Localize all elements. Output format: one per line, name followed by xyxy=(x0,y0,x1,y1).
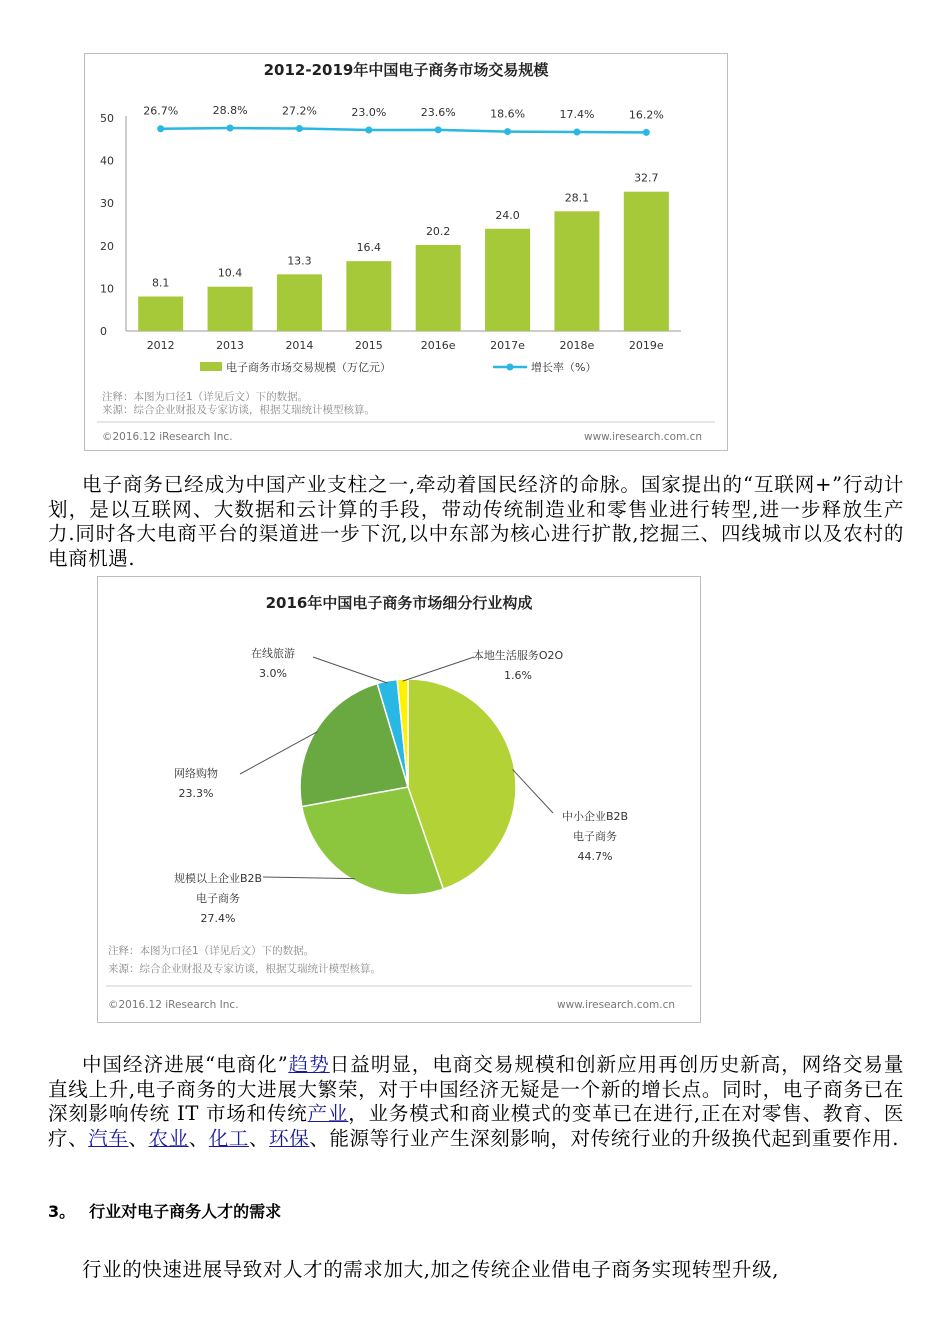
pie-slice-label: 规模以上企业B2B xyxy=(173,872,263,885)
bar-value-label: 16.4 xyxy=(356,241,382,255)
para2-sep-1: 、 xyxy=(128,1126,149,1150)
bar xyxy=(624,192,669,331)
section-title: 行业对电子商务人才的需求 xyxy=(89,1202,282,1221)
para2-sep-2: 、 xyxy=(188,1126,209,1150)
chart2-copyright: ©2016.12 iResearch Inc. xyxy=(108,999,239,1011)
y-tick-label: 0 xyxy=(100,325,107,338)
link-trend[interactable]: 趋势 xyxy=(288,1053,330,1076)
pie-slice-percent: 27.4% xyxy=(200,912,236,925)
bar-value-label: 10.4 xyxy=(217,266,243,280)
growth-rate-label: 27.2% xyxy=(281,104,317,118)
paragraph-ecommerce-trend xyxy=(48,1053,904,1151)
growth-rate-label: 17.4% xyxy=(559,107,595,121)
bar xyxy=(138,296,183,331)
y-tick-label: 30 xyxy=(100,197,114,211)
link-environment[interactable]: 环保 xyxy=(269,1126,310,1150)
pie-leader-line xyxy=(403,657,474,681)
pie-slice-percent: 3.0% xyxy=(259,667,287,680)
x-tick-label: 2018e xyxy=(559,339,595,352)
growth-rate-point xyxy=(365,127,372,134)
growth-rate-label: 16.2% xyxy=(628,108,664,122)
pie-slice-label: 电子商务 xyxy=(573,830,617,843)
x-tick-label: 2016e xyxy=(420,339,456,352)
market-scale-figure xyxy=(84,53,728,451)
chart1-source: 来源：综合企业财报及专家访谈，根据艾瑞统计模型核算。 xyxy=(102,404,375,416)
growth-rate-label: 28.8% xyxy=(212,104,248,117)
link-agriculture[interactable]: 农业 xyxy=(148,1126,189,1150)
paragraph-ecommerce-pillar: 电子商务已经成为中国产业支柱之一,牵动着国民经济的命脉。国家提出的“互联网+”行动计划，是以互联网、大数据和云计算的手段，带动传统制造业和零售业进行转型,进一步释放生产力.同时各大电商平台的渠道进一步下沉,以中东部为核心进行扩散,挖掘三、四线城市以及农村的电商机遇. xyxy=(48,473,904,570)
market-scale-chart xyxy=(85,54,727,450)
y-tick-label: 20 xyxy=(100,239,114,253)
pie-slice-label: 网络购物 xyxy=(174,767,218,780)
section-heading-talent-demand xyxy=(48,1199,281,1222)
growth-rate-point xyxy=(296,125,303,132)
y-tick-label: 10 xyxy=(100,282,114,296)
x-tick-label: 2012 xyxy=(146,339,175,352)
growth-rate-label: 23.0% xyxy=(351,106,387,120)
segment-composition-figure xyxy=(97,576,701,1023)
growth-rate-point xyxy=(227,125,234,132)
para2-text-3: ，业务模式和商业模式的变革已在进行,正在对零售、教育、医疗、 xyxy=(48,1102,905,1150)
pie-slice-label: 中小企业B2B xyxy=(561,810,629,823)
bar xyxy=(554,211,599,331)
bar xyxy=(277,274,322,331)
bar-value-label: 20.2 xyxy=(425,224,451,238)
segment-pie-chart xyxy=(98,577,700,1022)
para2-text-4: 、能源等行业产生深刻影响，对传统行业的升级换代起到重要作用. xyxy=(309,1126,900,1150)
para2-text-2: 日益明显，电商交易规模和创新应用再创历史新高，网络交易量直线上升,电子商务的大进展大繁荣，对于中国经济无疑是一个新的增长点。同时，电子商务已在深刻影响传统 IT 市场和传统 xyxy=(48,1053,904,1126)
pie-slice-label: 电子商务 xyxy=(196,892,240,905)
pie-slice-percent: 1.6% xyxy=(504,669,532,682)
legend-line-label: 增长率（%） xyxy=(531,361,597,374)
chart1-website: www.iresearch.com.cn xyxy=(583,431,702,443)
x-tick-label: 2015 xyxy=(354,339,383,352)
chart2-note: 注释：本图为口径1（详见后文）下的数据。 xyxy=(108,945,315,957)
bar xyxy=(346,261,391,331)
growth-rate-label: 18.6% xyxy=(490,107,526,121)
para2-sep-3: 、 xyxy=(249,1126,270,1150)
growth-rate-label: 26.7% xyxy=(143,104,179,118)
pie-leader-line xyxy=(513,769,553,813)
paragraph-talent-demand: 行业的快速进展导致对人才的需求加大,加之传统企业借电子商务实现转型升级, xyxy=(82,1258,779,1281)
para2-text-1: 中国经济进展“电商化” xyxy=(82,1053,289,1076)
growth-rate-point xyxy=(504,128,511,135)
pie-leader-line xyxy=(263,877,355,879)
bar-value-label: 32.7 xyxy=(634,171,659,185)
x-tick-label: 2013 xyxy=(216,339,245,352)
y-tick-label: 40 xyxy=(100,154,114,168)
bar-value-label: 8.1 xyxy=(151,276,170,290)
growth-rate-point xyxy=(435,126,442,133)
pie-slice-label: 本地生活服务O2O xyxy=(472,649,564,662)
chart1-note: 注释：本图为口径1（详见后文）下的数据。 xyxy=(102,391,309,403)
chart1-copyright: ©2016.12 iResearch Inc. xyxy=(102,431,233,443)
growth-rate-label: 23.6% xyxy=(420,105,456,119)
pie-slice-label: 在线旅游 xyxy=(251,647,295,660)
chart2-website: www.iresearch.com.cn xyxy=(556,999,675,1011)
bar xyxy=(416,245,461,331)
link-chemical[interactable]: 化工 xyxy=(208,1126,250,1150)
bar-value-label: 24.0 xyxy=(495,208,520,222)
growth-rate-point xyxy=(573,128,580,135)
growth-rate-point xyxy=(157,125,164,132)
chart2-source: 来源：综合企业财报及专家访谈，根据艾瑞统计模型核算。 xyxy=(108,963,381,975)
legend-line-marker xyxy=(507,364,514,371)
pie-slice-percent: 23.3% xyxy=(178,787,214,800)
x-tick-label: 2017e xyxy=(490,339,525,352)
link-automobile[interactable]: 汽车 xyxy=(88,1126,129,1150)
bar xyxy=(485,229,530,331)
legend-bar-label: 电子商务市场交易规模（万亿元） xyxy=(226,361,391,374)
bar-value-label: 13.3 xyxy=(287,254,312,268)
legend-bar-swatch xyxy=(200,362,222,371)
chart2-title: 2016年中国电子商务市场细分行业构成 xyxy=(265,594,533,612)
y-tick-label: 50 xyxy=(100,112,114,125)
growth-rate-point xyxy=(643,129,650,136)
bar-value-label: 28.1 xyxy=(564,191,590,205)
chart1-title: 2012-2019年中国电子商务市场交易规模 xyxy=(263,61,549,79)
pie-leader-line xyxy=(313,657,387,683)
pie-slice-percent: 44.7% xyxy=(577,850,613,863)
x-tick-label: 2019e xyxy=(628,339,664,352)
bar xyxy=(208,287,253,331)
section-number: 3。 xyxy=(48,1202,76,1221)
x-tick-label: 2014 xyxy=(285,339,314,352)
link-industry[interactable]: 产业 xyxy=(307,1102,349,1126)
